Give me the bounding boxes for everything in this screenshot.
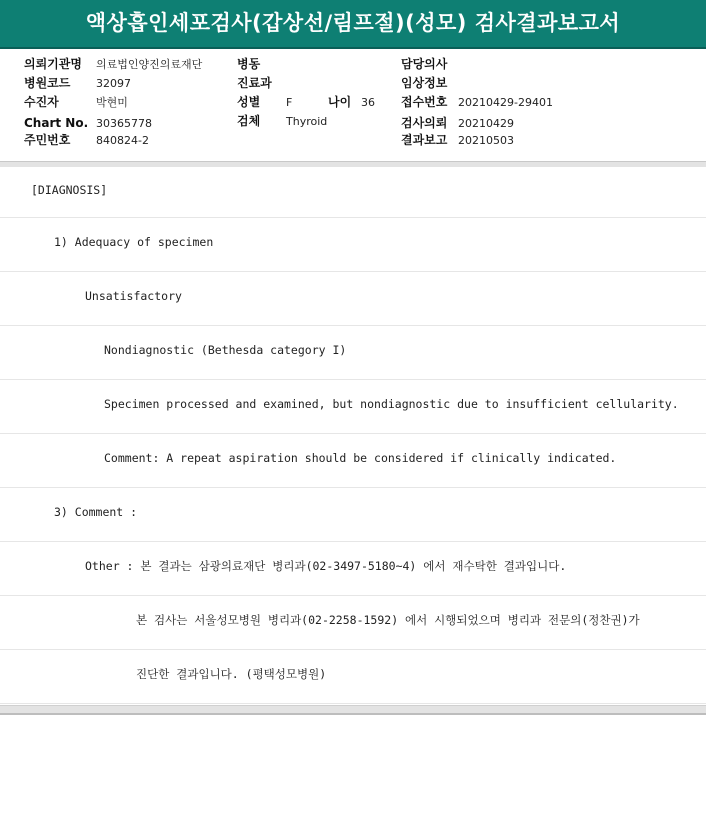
- adequacy-result: Unsatisfactory: [85, 289, 182, 303]
- header-field-receipt-no: [401, 93, 553, 112]
- field-value: F: [286, 96, 293, 109]
- field-value: 의료법인양진의료재단: [96, 58, 203, 71]
- header-field-institution: [24, 55, 203, 74]
- field-label: 수진자: [24, 95, 59, 109]
- field-label: 결과보고: [401, 133, 448, 147]
- result-row: [0, 650, 706, 704]
- report-title: 액상흡인세포검사(갑상선/림프절)(성모) 검사결과보고서: [85, 11, 621, 35]
- result-row: [0, 596, 706, 650]
- diagnosis-heading: [DIAGNOSIS]: [31, 183, 108, 197]
- field-label: Chart No.: [24, 116, 89, 130]
- field-label: 병동: [237, 57, 261, 71]
- field-label: 진료과: [237, 76, 272, 90]
- header-field-hospital-code: [24, 74, 131, 93]
- result-row: [0, 434, 706, 488]
- field-label: 담당의사: [401, 57, 448, 71]
- other-comment: Other : 본 결과는 삼광의료재단 병리과(02-3497-5180~4) 에서 재수탁한 결과입니다.: [85, 559, 567, 573]
- field-value: 840824-2: [96, 134, 149, 147]
- lab-note-line1: 본 검사는 서울성모병원 병리과(02-2258-1592) 에서 시행되었으며 병리과 전문의(정찬권)가: [136, 613, 640, 627]
- result-row: [0, 542, 706, 596]
- field-label: 성별: [237, 95, 261, 109]
- field-value: 박현미: [96, 96, 128, 109]
- header-field-department: [237, 74, 272, 93]
- field-label: 주민번호: [24, 133, 71, 147]
- specimen-note: Specimen processed and examined, but nondiagnostic due to insufficient cellularity.: [104, 397, 679, 411]
- header-field-sex: [237, 93, 293, 112]
- field-value: 20210503: [458, 134, 514, 147]
- field-value: 20210429: [458, 117, 514, 130]
- result-row: [0, 488, 706, 542]
- field-value: 32097: [96, 77, 131, 90]
- field-value: 30365778: [96, 117, 152, 130]
- field-label: 접수번호: [401, 95, 448, 109]
- footer-divider: [0, 705, 706, 715]
- result-body: [0, 166, 706, 704]
- header-field-resident-no: [24, 131, 149, 150]
- lab-note-line2: 진단한 결과입니다. (평택성모병원): [136, 667, 327, 681]
- field-label: 임상정보: [401, 76, 448, 90]
- result-row: [0, 272, 706, 326]
- header-field-doctor: [401, 55, 447, 74]
- header-field-patient: [24, 93, 128, 112]
- bethesda-category: Nondiagnostic (Bethesda category I): [104, 343, 347, 357]
- header-field-specimen: [237, 112, 328, 131]
- result-row: [0, 218, 706, 272]
- field-label: 나이: [328, 95, 352, 109]
- result-row: [0, 380, 706, 434]
- repeat-comment: Comment: A repeat aspiration should be considered if clinically indicated.: [104, 451, 617, 465]
- field-label: 병원코드: [24, 76, 71, 90]
- field-value: 20210429-29401: [458, 96, 553, 109]
- header-field-clinical-info: [401, 74, 447, 93]
- result-row: [0, 166, 706, 218]
- comment-heading: 3) Comment :: [54, 505, 138, 519]
- field-label: 검체: [237, 114, 261, 128]
- header-field-age: [328, 93, 375, 112]
- adequacy-heading: 1) Adequacy of specimen: [54, 235, 214, 249]
- header-field-ward: [237, 55, 260, 74]
- result-row: [0, 326, 706, 380]
- field-label: 검사의뢰: [401, 116, 448, 130]
- field-value: Thyroid: [286, 115, 328, 128]
- field-value: 36: [361, 96, 375, 109]
- field-label: 의뢰기관명: [24, 57, 82, 71]
- report-title-bar: [0, 0, 706, 49]
- header-field-report-date: [401, 131, 514, 150]
